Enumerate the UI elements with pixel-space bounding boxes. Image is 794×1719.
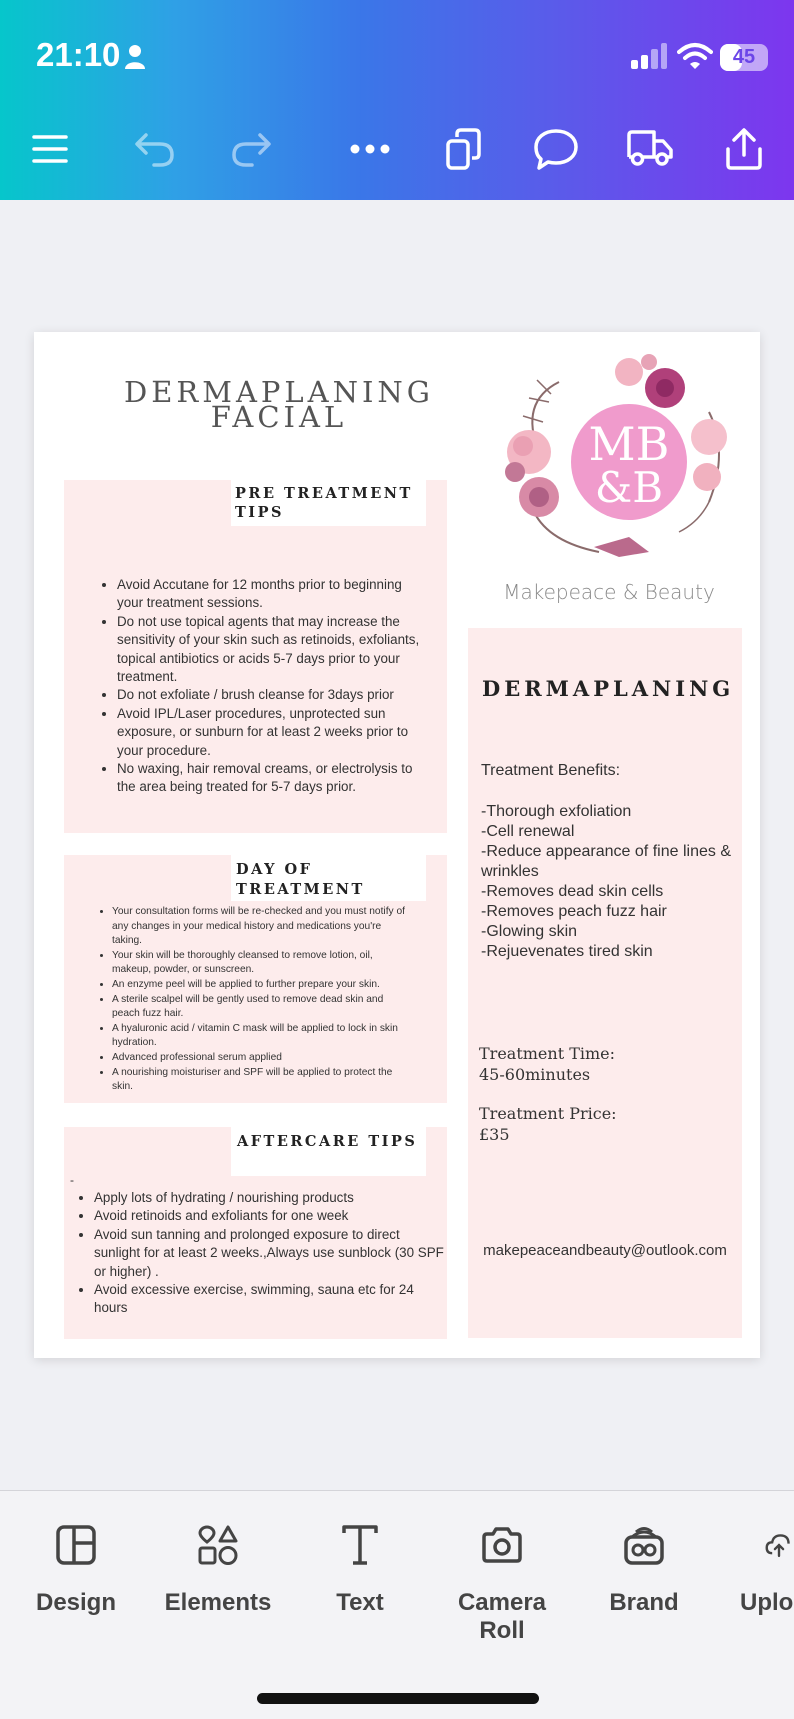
aftercare-label: AFTERCARE TIPS (231, 1127, 426, 1176)
pre-treatment-label (231, 480, 426, 526)
person-icon (124, 44, 146, 70)
brand-icon (622, 1523, 666, 1567)
battery-level: 45 (732, 46, 756, 68)
dermaplaning-info-panel (468, 628, 742, 1338)
logo-monogram-top: MB (588, 417, 670, 471)
app-header (0, 0, 794, 200)
benefits-list (481, 802, 731, 962)
status-time: 21:10 (36, 36, 121, 73)
list-item: • Do not exfoliate / brush cleanse for 3days prior (117, 686, 429, 704)
pre-treatment-label-line1: PRE TREATMENT (235, 485, 413, 502)
brand-name: Makepeace & Beauty (503, 580, 715, 604)
tool-upload[interactable] (718, 1515, 794, 1625)
text-icon (340, 1523, 380, 1567)
pre-treatment-list (97, 576, 429, 797)
benefit-item: -Glowing skin (481, 923, 578, 940)
signal-icon (630, 42, 668, 70)
doc-title-line1: DERMAPLANING (124, 375, 434, 409)
pre-treatment-label-line2: TIPS (235, 504, 284, 521)
pages-icon (444, 127, 484, 171)
benefit-item: -Removes dead skin cells (481, 883, 664, 900)
list-item: • No waxing, hair removal creams, or electrolysis to the area being treated for 5-7 days prior. (117, 760, 429, 797)
list-item: • Avoid sun tanning and prolonged exposure to direct sunlight for at least 2 weeks.,Always use sunblock (30 SPF or higher) . (94, 1226, 446, 1281)
day-of-treatment-section (64, 855, 447, 1103)
dermaplaning-heading: DERMAPLANING (482, 676, 735, 701)
doc-title-line2: FACIAL (210, 400, 348, 434)
list-item: • Your consultation forms will be re-checked and you must notify of any changes in your medical history and medications you're taking. (112, 905, 410, 949)
pre-treatment-section (64, 480, 447, 833)
share-button[interactable] (718, 126, 770, 172)
tool-camera-roll-label: Camera Roll (457, 1589, 547, 1644)
list-item: • A nourishing moisturiser and SPF will be applied to protect the skin. (112, 1066, 410, 1095)
benefit-item: -Rejuevenates tired skin (481, 943, 653, 960)
list-item: • Avoid IPL/Laser procedures, unprotected sun exposure, or sunburn for at least 2 weeks prior to your procedure. (117, 705, 429, 760)
tool-design[interactable] (6, 1515, 146, 1625)
tool-text[interactable] (290, 1515, 430, 1625)
undo-button[interactable] (128, 126, 180, 172)
tool-upload-label: Uplo (740, 1589, 794, 1616)
logo-monogram-bottom: &B (594, 463, 664, 512)
list-item: • A hyaluronic acid / vitamin C mask will be applied to lock in skin hydration. (112, 1022, 410, 1051)
list-item: • A sterile scalpel will be gently used to remove dead skin and peach fuzz hair. (112, 993, 410, 1022)
benefit-item: -Cell renewal (481, 823, 575, 840)
share-icon (722, 127, 766, 171)
tool-design-label: Design (35, 1589, 116, 1616)
treatment-time-value: 45-60minutes (479, 1065, 591, 1084)
camera-icon (480, 1525, 524, 1565)
benefit-item: -Reduce appearance of fine lines & wrinkles (481, 843, 731, 880)
design-page[interactable] (34, 332, 760, 1358)
redo-button[interactable] (226, 126, 278, 172)
battery-indicator (720, 44, 768, 71)
tool-elements-label: Elements (164, 1589, 272, 1616)
comment-button[interactable] (530, 126, 582, 172)
list-item: • Apply lots of hydrating / nourishing products (94, 1189, 446, 1207)
delivery-button[interactable] (624, 126, 676, 172)
design-icon (54, 1523, 98, 1567)
brand-logo (479, 342, 769, 582)
treatment-price-value: £35 (479, 1125, 510, 1144)
tool-brand[interactable] (574, 1515, 714, 1625)
upload-icon (764, 1525, 794, 1565)
menu-icon (30, 132, 70, 166)
benefits-title: Treatment Benefits: (481, 762, 621, 779)
home-indicator[interactable] (257, 1693, 539, 1704)
tool-brand-label: Brand (609, 1589, 679, 1616)
doc-title (94, 375, 464, 434)
day-label-line1: DAY OF (236, 861, 313, 878)
wifi-icon (677, 42, 713, 70)
list-item: • Avoid Accutane for 12 months prior to beginning your treatment sessions. (117, 576, 429, 613)
day-of-treatment-list (92, 905, 410, 1095)
more-icon (348, 142, 392, 156)
list-item: • Advanced professional serum applied (112, 1051, 410, 1066)
menu-button[interactable] (24, 126, 76, 172)
list-item: • Avoid excessive exercise, swimming, sauna etc for 24 hours (94, 1281, 446, 1318)
undo-icon (132, 131, 176, 167)
list-item: • An enzyme peel will be applied to further prepare your skin. (112, 978, 410, 993)
list-item: • Avoid retinoids and exfoliants for one week (94, 1207, 446, 1225)
tool-elements[interactable] (148, 1515, 288, 1625)
pages-button[interactable] (438, 126, 490, 172)
tool-camera-roll[interactable] (432, 1515, 572, 1644)
tool-text-label: Text (336, 1589, 384, 1616)
truck-icon (626, 129, 674, 169)
comment-icon (533, 127, 579, 171)
benefit-item: -Thorough exfoliation (481, 803, 632, 820)
more-button[interactable] (344, 126, 396, 172)
day-of-treatment-label (231, 855, 426, 901)
aftercare-list (74, 1189, 446, 1318)
list-item: • Your skin will be thoroughly cleansed to remove lotion, oil, makeup, powder, or sunscreen. (112, 949, 410, 978)
benefit-item: -Removes peach fuzz hair (481, 903, 667, 920)
redo-icon (230, 131, 274, 167)
day-label-line2: TREATMENT (236, 881, 365, 898)
list-item: • Do not use topical agents that may increase the sensitivity of your skin such as retinoids, exfoliants, topical antibiotics or acids 5-7 days prior to your treatment. (117, 613, 429, 687)
treatment-time-label: Treatment Time: (479, 1044, 616, 1063)
contact-email: makepeaceandbeauty@outlook.com (483, 1242, 727, 1259)
elements-icon (196, 1523, 240, 1567)
aftercare-dash: - (70, 1173, 74, 1187)
treatment-price-label: Treatment Price: (479, 1104, 617, 1123)
aftercare-section (64, 1127, 447, 1339)
